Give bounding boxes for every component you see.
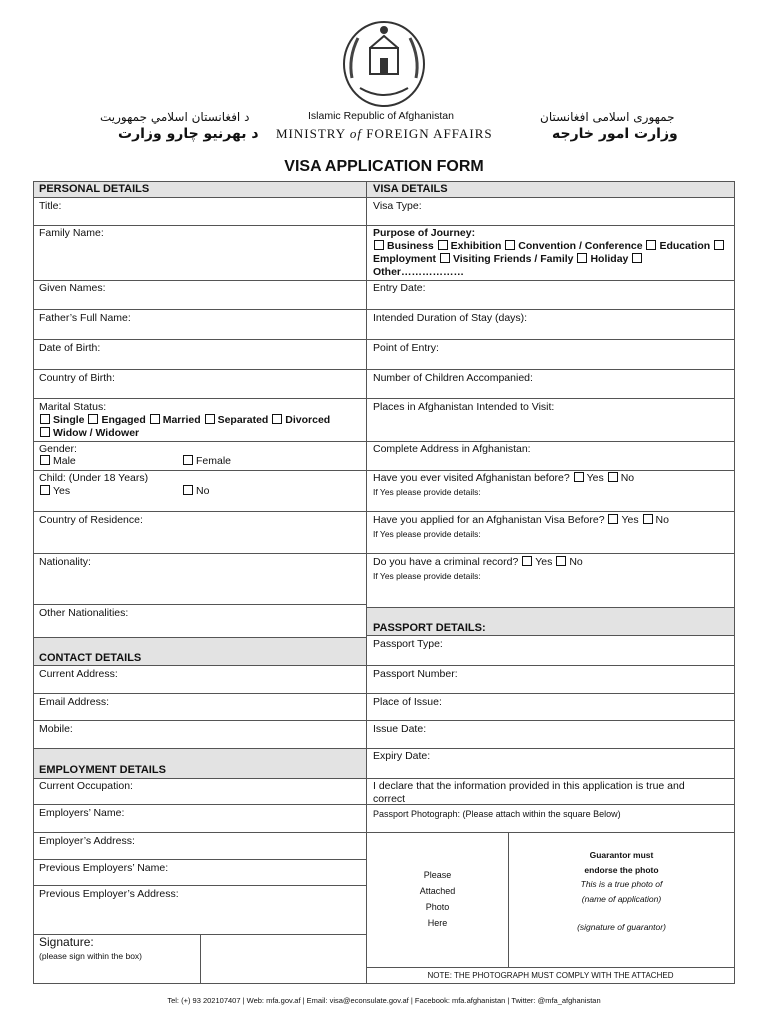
photo-box[interactable]	[367, 833, 508, 967]
complete-address-field[interactable]: Complete Address in Afghanistan:	[373, 443, 531, 455]
header-english-line1: Islamic Republic of Afghanistan	[308, 110, 454, 122]
business-checkbox[interactable]	[374, 240, 384, 250]
applied-question: Have you applied for an Afghanistan Visa Before? Yes No	[373, 514, 669, 526]
separated-checkbox[interactable]	[205, 414, 215, 424]
dob-field[interactable]: Date of Birth:	[39, 342, 101, 354]
child-yes-option[interactable]: Yes	[39, 485, 70, 498]
country-residence-field[interactable]: Country of Residence:	[39, 514, 143, 526]
family-name-field[interactable]: Family Name:	[39, 227, 104, 239]
signature-label: Signature:	[39, 935, 94, 949]
current-occupation-field[interactable]: Current Occupation:	[39, 780, 133, 792]
marital-status-label: Marital Status:	[39, 401, 107, 413]
holiday-checkbox[interactable]	[577, 253, 587, 263]
criminal-no-checkbox[interactable]	[556, 556, 566, 566]
header-dari-line1: جمهوری اسلامی افغانستان	[540, 110, 675, 124]
nationality-field[interactable]: Nationality:	[39, 556, 91, 568]
header-english-line2: MINISTRY of FOREIGN AFFAIRS	[276, 126, 493, 141]
divorced-checkbox[interactable]	[272, 414, 282, 424]
employer-address-field[interactable]: Employer’s Address:	[39, 835, 135, 847]
male-checkbox[interactable]	[40, 455, 50, 465]
footer-contact: Tel: (+) 93 202107407 | Web: mfa.gov.af | Email: visa@econsulate.gov.af | Facebook: mfa.afghanistan | Twitter: @mfa_afghanistan	[167, 996, 601, 1005]
form-title: VISA APPLICATION FORM	[284, 158, 484, 175]
widow-checkbox[interactable]	[40, 427, 50, 437]
gender-label: Gender:	[39, 443, 77, 455]
current-address-field[interactable]: Current Address:	[39, 668, 118, 680]
guarantor-line2: endorse the photo	[584, 864, 659, 875]
other-checkbox[interactable]	[632, 253, 642, 263]
child-no-option[interactable]: No	[182, 485, 209, 498]
visited-details-hint: If Yes please provide details:	[373, 487, 481, 497]
guarantor-box	[509, 833, 734, 967]
signature-hint: (please sign within the box)	[39, 951, 143, 961]
expiry-date-field[interactable]: Expiry Date:	[373, 750, 431, 762]
guarantor-line1: Guarantor must	[589, 850, 654, 860]
visa-details-heading: VISA DETAILS	[373, 183, 448, 195]
female-checkbox[interactable]	[183, 455, 193, 465]
visited-no-checkbox[interactable]	[608, 472, 618, 482]
photo-note: NOTE: THE PHOTOGRAPH MUST COMPLY WITH THE ATTACHED	[427, 971, 674, 980]
marital-options-row2: Widow / Widower	[39, 427, 139, 440]
passport-type-field[interactable]: Passport Type:	[373, 638, 443, 650]
criminal-yes-checkbox[interactable]	[522, 556, 532, 566]
guarantor-line3: This is a true photo of	[580, 879, 663, 889]
purpose-options-row2: Employment Visiting Friends / Family Holiday	[373, 253, 645, 266]
child-no-checkbox[interactable]	[183, 485, 193, 495]
education-checkbox[interactable]	[646, 240, 656, 250]
exhibition-checkbox[interactable]	[438, 240, 448, 250]
mobile-field[interactable]: Mobile:	[39, 723, 73, 735]
conference-checkbox[interactable]	[505, 240, 515, 250]
gender-male-option[interactable]: Male	[39, 455, 76, 468]
email-field[interactable]: Email Address:	[39, 696, 110, 708]
guarantor-line4: (name of application)	[581, 893, 662, 904]
children-field[interactable]: Number of Children Accompanied:	[373, 372, 533, 384]
purpose-other[interactable]: Other………………	[373, 266, 465, 278]
header-pashto-line2: د بهرنيو چارو وزارت	[118, 126, 259, 142]
purpose-label: Purpose of Journey:	[373, 227, 476, 239]
applied-details-hint: If Yes please provide details:	[373, 529, 481, 539]
applied-yes-checkbox[interactable]	[608, 514, 618, 524]
engaged-checkbox[interactable]	[88, 414, 98, 424]
personal-details-heading: PERSONAL DETAILS	[39, 183, 150, 195]
criminal-details-hint: If Yes please provide details:	[373, 571, 481, 581]
header-pashto-line1: د افغانستان اسلامي جمهوريت	[100, 110, 250, 124]
entry-date-field[interactable]: Entry Date:	[373, 282, 426, 294]
child-yes-checkbox[interactable]	[40, 485, 50, 495]
declaration-line2: correct	[373, 793, 406, 805]
title-field[interactable]: Title:	[39, 200, 62, 212]
visited-yes-checkbox[interactable]	[574, 472, 584, 482]
photo-instruction: Passport Photograph: (Please attach within the square Below)	[373, 809, 621, 819]
applied-no-checkbox[interactable]	[643, 514, 653, 524]
child-label: Child: (Under 18 Years)	[39, 472, 149, 484]
employers-name-field[interactable]: Employers’ Name:	[39, 807, 125, 819]
employment-purpose-checkbox[interactable]	[714, 240, 724, 250]
header-dari-line2: وزارت امور خارجه	[552, 126, 678, 142]
visited-question: Have you ever visited Afghanistan before? Yes No	[373, 472, 635, 484]
contact-details-heading: CONTACT DETAILS	[39, 652, 142, 664]
employment-details-heading: EMPLOYMENT DETAILS	[39, 764, 166, 776]
passport-number-field[interactable]: Passport Number:	[373, 668, 458, 680]
single-checkbox[interactable]	[40, 414, 50, 424]
visa-type-field[interactable]: Visa Type:	[373, 200, 422, 212]
country-birth-field[interactable]: Country of Birth:	[39, 372, 115, 384]
signature-box[interactable]	[201, 935, 366, 983]
father-name-field[interactable]: Father’s Full Name:	[39, 312, 131, 324]
other-nationalities-field[interactable]: Other Nationalities:	[39, 607, 129, 619]
places-field[interactable]: Places in Afghanistan Intended to Visit:	[373, 401, 555, 413]
prev-employer-address-field[interactable]: Previous Employer’s Address:	[39, 888, 179, 900]
place-issue-field[interactable]: Place of Issue:	[373, 696, 442, 708]
marital-options-row1: Single Engaged Married Separated Divorced	[39, 414, 330, 427]
criminal-question: Do you have a criminal record? Yes No	[373, 556, 583, 568]
declaration-line1: I declare that the information provided in this application is true and	[373, 780, 685, 792]
issue-date-field[interactable]: Issue Date:	[373, 723, 427, 735]
afghanistan-emblem-icon	[340, 18, 428, 110]
purpose-options-row1: Business Exhibition Convention / Conference Education	[373, 240, 727, 253]
prev-employer-name-field[interactable]: Previous Employers’ Name:	[39, 862, 169, 874]
given-names-field[interactable]: Given Names:	[39, 282, 106, 294]
passport-details-heading: PASSPORT DETAILS:	[373, 622, 486, 634]
gender-female-option[interactable]: Female	[182, 455, 231, 468]
guarantor-line5: (signature of guarantor)	[577, 922, 666, 932]
visiting-checkbox[interactable]	[440, 253, 450, 263]
duration-field[interactable]: Intended Duration of Stay (days):	[373, 312, 528, 324]
married-checkbox[interactable]	[150, 414, 160, 424]
point-entry-field[interactable]: Point of Entry:	[373, 342, 439, 354]
photo-box-text: Please Attached Photo Here	[419, 870, 456, 928]
